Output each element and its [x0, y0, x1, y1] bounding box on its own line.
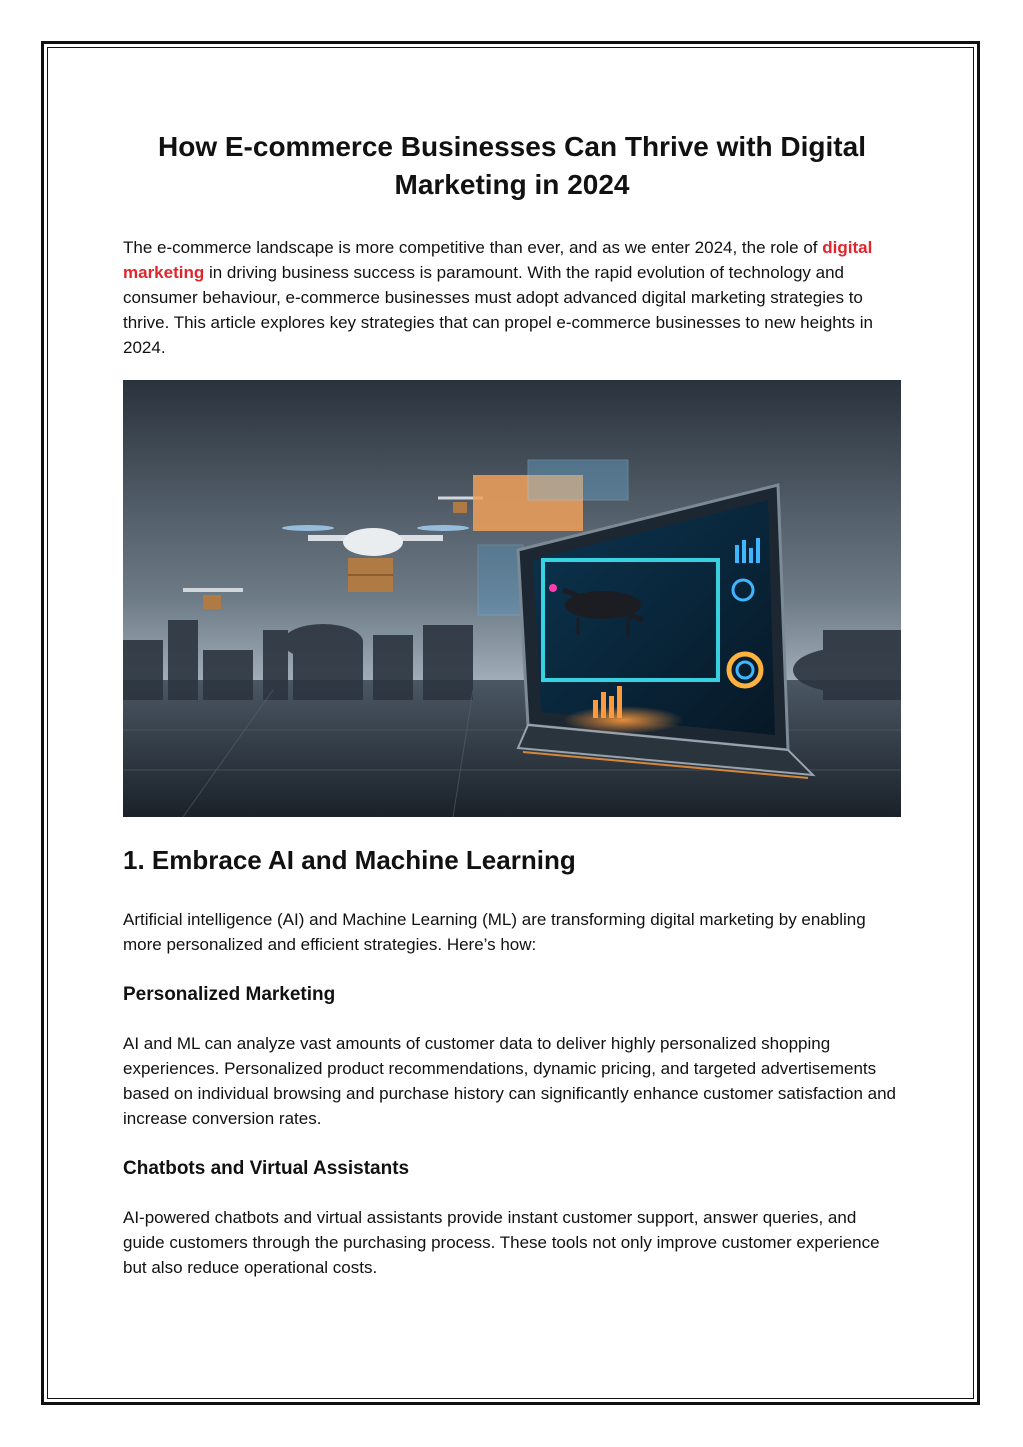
- subheading-chatbots: Chatbots and Virtual Assistants: [123, 1158, 410, 1179]
- section-ai-ml-paragraph: Artificial intelligence (AI) and Machine Learning (ML) are transforming digital marketing by enabling more personalized and efficient strategies. Here’s how:: [123, 910, 866, 954]
- digital-marketing-link[interactable]: digital marketing: [123, 238, 873, 282]
- intro-text-end: in driving business success is paramount. With the rapid evolution of technology and consumer behaviour, e-commerce businesses must adopt advanced digital marketing strategies to thrive. This article explores key strategies that can propel e-commerce businesses to new heights in 2024.: [123, 263, 873, 357]
- intro-text-start: The e-commerce landscape is more competitive than ever, and as we enter 2024, the role of: [123, 238, 823, 257]
- chatbots-paragraph: AI-powered chatbots and virtual assistants provide instant customer support, answer queries, and guide customers through the purchasing process. These tools not only improve customer experience but also reduce operational costs.: [123, 1208, 880, 1277]
- intro-paragraph: [123, 235, 901, 360]
- subheading-personalized-marketing: Personalized Marketing: [123, 984, 336, 1005]
- personalized-marketing-paragraph: AI and ML can analyze vast amounts of customer data to deliver highly personalized shopping experiences. Personalized product recommendations, dynamic pricing, and targeted advertisements based on individual browsing and purchase history can significantly enhance customer satisfaction and increase conversion rates.: [123, 1034, 897, 1128]
- article: [123, 120, 901, 1280]
- article-title: How E-commerce Businesses Can Thrive with Digital Marketing in 2024: [158, 131, 866, 200]
- section-heading-ai-ml: 1. Embrace AI and Machine Learning: [123, 845, 576, 875]
- hero-image: [123, 380, 901, 817]
